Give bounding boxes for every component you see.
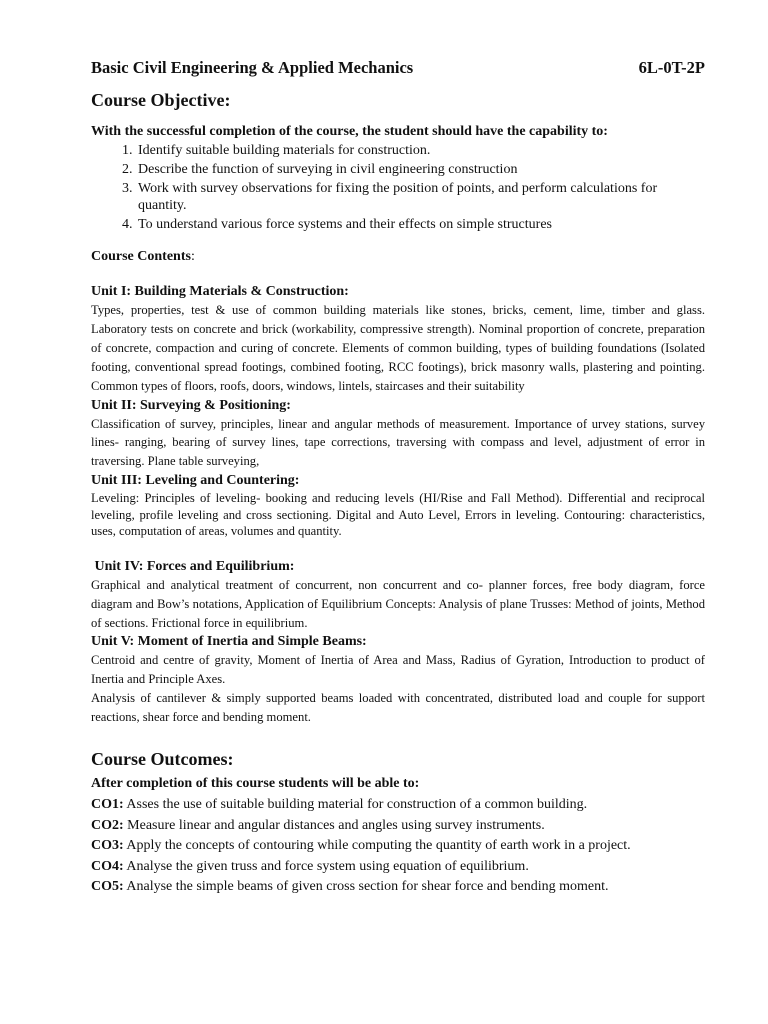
unit-2-body: Classification of survey, principles, linear and angular methods of measurement. Importance of urvey stations, survey lines- ranging, bearing of survey lines, tape corrections, traversing with compass and level, adjustment of error in traversing. Plane table surveying, — [91, 416, 705, 469]
objective-item: 1. Identify suitable building materials for construction. — [136, 142, 705, 159]
outcome-text: Analyse the given truss and force system using equation of equilibrium. — [123, 858, 529, 874]
outcome-item — [91, 836, 705, 857]
unit-4-body: Graphical and analytical treatment of concurrent, non concurrent and co- planner forces, free body diagram, force diagram and Bow’s notations, Application of Equilibrium Concepts: Analysis of plane Trusses: Method of joints, Method of sections. Frictional force in equilibrium. — [91, 577, 705, 630]
outcome-text: Analyse the simple beams of given cross section for shear force and bending moment. — [123, 879, 609, 895]
outcome-item — [91, 857, 705, 878]
outcome-code: CO4: — [91, 858, 124, 874]
unit-5-title: Unit V: Moment of Inertia and Simple Beams: — [91, 634, 367, 650]
outcome-code: CO3: — [91, 838, 124, 854]
unit-1-title: Unit I: Building Materials & Construction: — [91, 284, 349, 299]
outcome-item — [91, 795, 705, 816]
unit-3-body: Leveling: Principles of leveling- booking and reducing levels (HI/Rise and Fall Method). Differential and reciprocal leveling, profile leveling and cross sectioning. Digital and Auto Level, Errors in leveling. Contouring: characteristics, uses, computation of areas, volumes and quantity. — [91, 491, 705, 539]
unit-5-body: Centroid and centre of gravity, Moment of Inertia of Area and Mass, Radius of Gyration, Introduction to product of Inertia and Principle Axes. — [91, 653, 705, 687]
spacer — [91, 541, 705, 558]
course-title: Basic Civil Engineering & Applied Mechanics — [91, 58, 414, 77]
objective-list — [91, 142, 705, 233]
course-contents-label — [91, 249, 705, 265]
course-credits: 6L-0T-2P — [638, 58, 705, 77]
unit-1-body: Types, properties, test & use of common building materials like stones, bricks, cement, lime, timber and glass. Laboratory tests on concrete and brick (workability, compressive strength). Nominal proportion of concrete, preparation of concrete, compaction and curing of concrete. Elements of common building, types of building foundations (Isolated footing, conventional spread footings, combined footing, RCC footings), brick masonry walls, plastering and pointing. Common types of floors, roofs, doors, windows, lintels, staircases and their suitability — [91, 303, 705, 393]
course-contents-text: Course Contents — [91, 249, 191, 264]
outcome-item — [91, 816, 705, 837]
objective-item: 4. To understand various force systems and their effects on simple structures — [136, 216, 705, 233]
unit-5-body-2: Analysis of cantilever & simply supported beams loaded with concentrated, distributed load and couple for support reactions, shear force and bending moment. — [91, 691, 705, 725]
course-contents-colon: : — [190, 249, 195, 264]
outcome-text: Apply the concepts of contouring while computing the quantity of earth work in a project. — [123, 838, 631, 854]
outcome-code: CO5: — [91, 879, 124, 895]
objective-heading: Course Objective: — [91, 90, 231, 110]
outcome-code: CO1: — [91, 797, 124, 813]
objective-item: 3. Work with survey observations for fixing the position of points, and perform calculations for quantity. — [136, 180, 705, 214]
outcomes-heading: Course Outcomes: — [91, 749, 234, 770]
objective-lead: With the successful completion of the course, the student should have the capability to: — [91, 124, 608, 139]
outcome-text: Asses the use of suitable building material for construction of a common building. — [123, 797, 588, 813]
header — [91, 58, 705, 78]
outcomes-lead: After completion of this course students will be able to: — [91, 776, 420, 792]
objective-item: 2. Describe the function of surveying in civil engineering construction — [136, 161, 705, 178]
unit-2-title: Unit II: Surveying & Positioning: — [91, 397, 291, 413]
outcome-text: Measure linear and angular distances and angles using survey instruments. — [123, 817, 545, 833]
outcome-code: CO2: — [91, 817, 124, 833]
unit-3-title: Unit III: Leveling and Countering: — [91, 473, 300, 489]
unit-4-title: Unit IV: Forces and Equilibrium: — [91, 558, 295, 574]
outcome-item — [91, 877, 705, 898]
